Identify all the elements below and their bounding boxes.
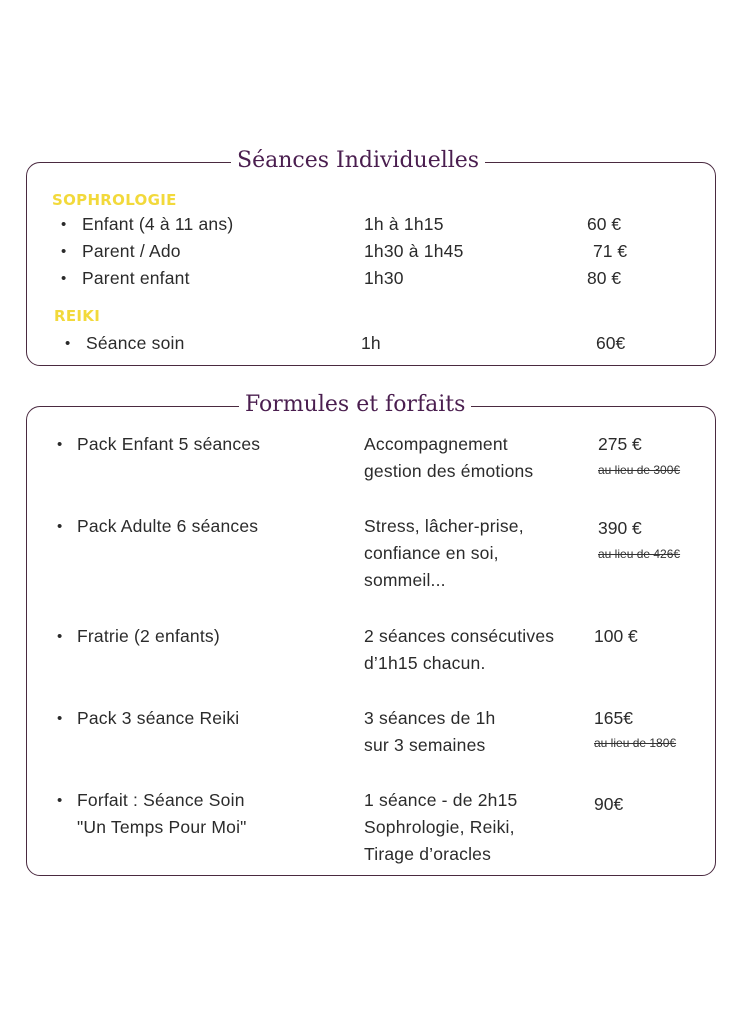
category-reiki: REIKI: [54, 307, 101, 325]
package-description: Stress, lâcher-prise,: [364, 516, 524, 536]
package-description: sur 3 semaines: [364, 735, 486, 755]
bullet: •: [57, 518, 63, 535]
package-price: 390 €: [598, 518, 642, 538]
package-old-price: au lieu de 300€: [598, 463, 681, 477]
item-label: Enfant (4 à 11 ans): [82, 214, 234, 234]
bullet: •: [57, 628, 63, 645]
category-sophrologie: SOPHROLOGIE: [52, 191, 177, 209]
packages-panel: [26, 392, 716, 876]
bullet: •: [57, 710, 63, 727]
bullet: •: [57, 792, 63, 809]
package-name: "Un Temps Pour Moi": [77, 817, 247, 837]
package-name: Fratrie (2 enfants): [77, 626, 220, 646]
package-old-price: au lieu de 180€: [594, 736, 677, 750]
package-description: 3 séances de 1h: [364, 708, 496, 728]
item-duration: 1h: [361, 333, 381, 353]
package-name: Pack Enfant 5 séances: [77, 434, 261, 454]
package-description: d’1h15 chacun.: [364, 653, 486, 673]
package-price: 100 €: [594, 626, 638, 646]
package-description: Sophrologie, Reiki,: [364, 817, 515, 837]
item-duration: 1h30 à 1h45: [364, 241, 464, 261]
package-description: Tirage d’oracles: [364, 844, 492, 864]
package-description: gestion des émotions: [364, 461, 534, 481]
item-duration: 1h à 1h15: [364, 214, 444, 234]
item-price: 71 €: [593, 241, 628, 261]
individual-sessions-panel: [26, 148, 716, 366]
item-price: 60€: [596, 333, 626, 353]
item-price: 60 €: [587, 214, 622, 234]
bullet: •: [57, 436, 63, 453]
package-description: confiance en soi,: [364, 543, 499, 563]
bullet: •: [61, 216, 67, 233]
item-label: Parent enfant: [82, 268, 190, 288]
package-price: 90€: [594, 794, 624, 814]
packages-title: Formules et forfaits: [239, 392, 471, 418]
package-description: sommeil...: [364, 570, 446, 590]
package-description: Accompagnement: [364, 434, 508, 454]
item-label: Séance soin: [86, 333, 185, 353]
package-name: Pack 3 séance Reiki: [77, 708, 240, 728]
package-name: Pack Adulte 6 séances: [77, 516, 259, 536]
package-price: 165€: [594, 708, 633, 728]
package-description: 2 séances consécutives: [364, 626, 555, 646]
bullet: •: [61, 270, 67, 287]
item-duration: 1h30: [364, 268, 404, 288]
bullet: •: [61, 243, 67, 260]
individual-sessions-title: Séances Individuelles: [231, 148, 485, 174]
package-description: 1 séance - de 2h15: [364, 790, 518, 810]
item-price: 80 €: [587, 268, 622, 288]
package-old-price: au lieu de 426€: [598, 547, 681, 561]
package-price: 275 €: [598, 434, 642, 454]
bullet: •: [65, 335, 71, 352]
item-label: Parent / Ado: [82, 241, 181, 261]
package-name: Forfait : Séance Soin: [77, 790, 245, 810]
